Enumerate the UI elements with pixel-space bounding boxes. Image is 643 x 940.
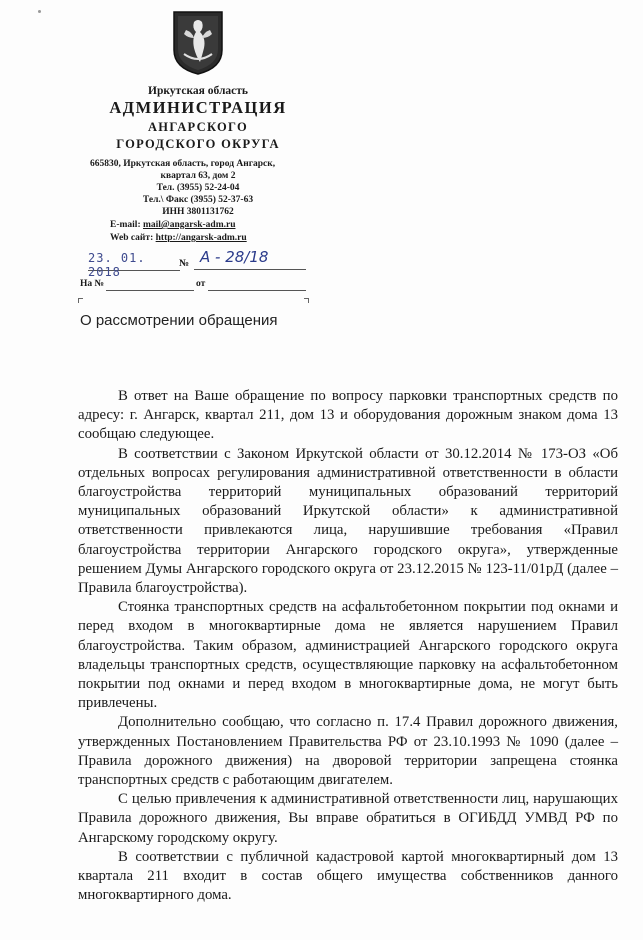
web-line	[78, 232, 318, 244]
corner-mark-right	[304, 298, 309, 303]
reference-date-blank	[208, 290, 306, 291]
inn: ИНН 3801131762	[162, 207, 234, 217]
body-paragraph: В соответствии с публичной кадастровой картой многоквартирный дом 13 квартала 211 входит в состав общего имущества собственников данного многоквартирного дома.	[78, 848, 618, 904]
scan-dot	[38, 10, 41, 13]
reference-number-blank	[106, 290, 194, 291]
coat-of-arms-icon	[172, 10, 224, 76]
address-line1: 665830, Иркутская область, город Ангарск,	[90, 159, 276, 169]
org-name-line1: АНГАРСКОГО	[147, 120, 249, 134]
corner-mark-left	[78, 298, 83, 303]
address-block	[78, 158, 318, 218]
body-paragraph: В соответствии с Законом Иркутской области от 30.12.2014 № 173-ОЗ «Об отдельных вопросах регулирования административной ответственности в области благоустройства территорий муниципальных образований территорий муниципальных образований Иркутской области» к административной ответственности привлекаются лица, нарушившие требования «Правил благоустройства территории Ангарского городского округа», утвержденные решением Думы Ангарского городского округа от 23.12.2015 № 123-11/01рД (далее – Правила благоустройства).	[78, 445, 618, 597]
email-label: E-mail:	[110, 220, 143, 230]
address-line2: квартал 63, дом 2	[160, 171, 236, 181]
number-sign: №	[179, 258, 190, 269]
letterhead	[78, 10, 318, 244]
body-paragraph: Стоянка транспортных средств на асфальтобетонном покрытии под окнами и перед входом в многоквартирные дома не является нарушением Правил благоустройства. Таким образом, администрацией Ангарского городского округа владельцы транспортных средств, осуществляющие парковку на асфальтобетонном покрытии под окнами и перед входом в многоквартирные дома, не могут быть привлечены.	[78, 599, 618, 712]
web-link[interactable]: http://angarsk-adm.ru	[155, 233, 247, 243]
phone: Тел. (3955) 52-24-04	[156, 183, 240, 193]
letter-body	[78, 387, 618, 905]
reference-date-label: от	[196, 279, 206, 289]
body-paragraph: Дополнительно сообщаю, что согласно п. 17.4 Правил дорожного движения, утвержденных Постановлением Правительства РФ от 23.10.1993 № 1090 (далее – Правила дорожного движения) на дворовой территории запрещена стоянка транспортных средств с работающим двигателем.	[78, 714, 618, 789]
registration-number: А - 28/18	[194, 248, 306, 270]
org-name-line2: ГОРОДСКОГО ОКРУГА	[116, 137, 280, 151]
body-paragraph: С целью привлечения к административной ответственности лиц, нарушающих Правила дорожного движения, Вы вправе обратиться в ОГИБДД УМВД РФ по Ангарскому городскому округу.	[78, 791, 618, 846]
web-label: Web сайт:	[110, 233, 156, 243]
administration-title: АДМИНИСТРАЦИЯ	[109, 98, 287, 117]
registration-date: 23. 01. 2018	[88, 251, 180, 271]
fax: Тел.\ Факс (3955) 52-37-63	[142, 195, 254, 205]
reference-number-label: На №	[80, 279, 105, 289]
reference-line	[78, 279, 310, 293]
body-paragraph: В ответ на Ваше обращение по вопросу парковки транспортных средств по адресу: г. Ангарск, квартал 211, дом 13 и оборудования дорожным знаком дома 13 сообщаю следующее.	[78, 388, 618, 443]
region-name: Иркутская область	[148, 85, 248, 97]
registration-line	[78, 248, 308, 279]
email-link[interactable]: mail@angarsk-adm.ru	[142, 220, 236, 230]
email-line	[78, 219, 318, 231]
subject-line: О рассмотрении обращения	[80, 312, 278, 329]
